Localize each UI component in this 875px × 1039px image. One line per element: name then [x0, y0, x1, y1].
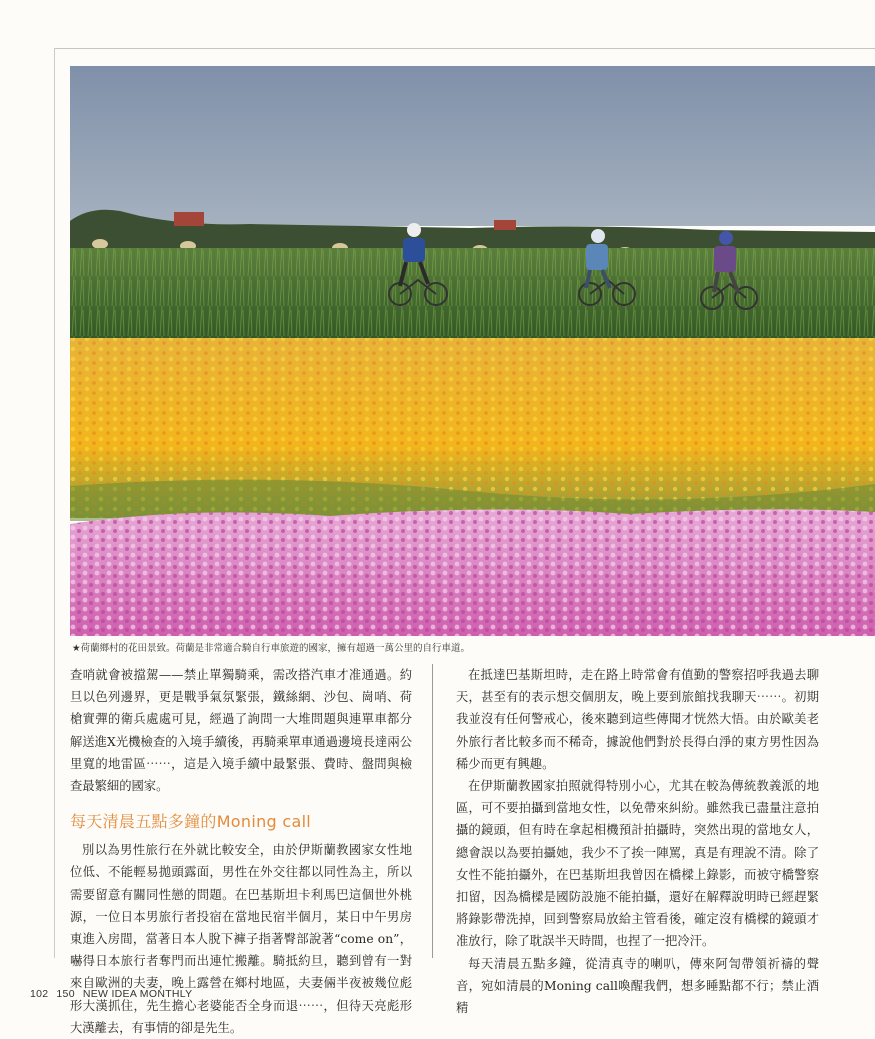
issue-number: 150 [56, 988, 75, 1000]
left-column [70, 664, 412, 1039]
section-subheading: 每天清晨五點多鐘的Moning call [70, 812, 312, 832]
farmhouse [494, 220, 516, 230]
sky [70, 66, 875, 226]
body-paragraph: 查哨就會被擋駕——禁止單獨騎乘，需改搭汽車才准通過。約旦以色列邊界，更是戰爭氣氛緊張，鐵絲網、沙包、崗哨、荷槍實彈的衛兵處處可見，經過了詢問一大堆問題與連單車都分解送進X光機檢查的入境手續後，再騎乘單車通過邊境長達兩公里寬的地雷區⋯⋯，這是入境手續中最緊張、費時、盤問與檢查最繁細的國家。 [70, 668, 412, 794]
magazine-name: NEW IDEA MONTHLY [82, 988, 193, 1000]
photo-caption: ★荷蘭鄉村的花田景致。荷蘭是非常適合騎自行車旅遊的國家，擁有超過一萬公里的自行車道。 [72, 643, 471, 654]
left-border-line [54, 48, 55, 958]
body-paragraph: 在抵達巴基斯坦時，走在路上時常會有值勤的警察招呼我過去聊天，甚至有的表示想交個朋友，晚上要到旅館找我聊天⋯⋯。初期我並沒有任何警戒心，後來聽到這些傳聞才恍然大悟。由於歐美老外旅行者比較多而不稀奇，據說他們對於長得白淨的東方男性因為稀少而更有興趣。 [456, 668, 819, 771]
farmhouse [174, 212, 204, 226]
right-column [456, 664, 819, 1019]
page-folio [30, 988, 200, 1000]
body-paragraph: 在伊斯蘭教國家拍照就得特別小心，尤其在較為傳統教義派的地區，可不要拍攝到當地女性，以免帶來糾紛。雖然我已盡量注意拍攝的鏡頭，但有時在拿起相機預計拍攝時，突然出現的當地女人，總會誤以為要拍攝她，我少不了挨一陣罵，真是有理說不清。除了女性不能拍攝外，在巴基斯坦我曾因在橋樑上錄影，而被守橋警察扣留，因為橋樑是國防設施不能拍攝，還好在解釋說明時已經趕緊將錄影帶洗掉，回到警察局放給主管看後，確定沒有橋樑的鏡頭才准放行，除了耽誤半天時間，也捏了一把冷汗。 [456, 779, 819, 949]
flower-field-photo [70, 66, 875, 636]
top-border-line [54, 48, 875, 49]
body-paragraph: 別以為男性旅行在外就比較安全，由於伊斯蘭教國家女性地位低、不能輕易拋頭露面，男性在外交往都以同性為主，所以需要留意有關同性戀的問題。在巴基斯坦卡利馬巴這個世外桃源，一位日本男旅行者投宿在當地民宿半個月，某日中午男房東進入房間，當著日本人脫下褲子指著臀部說著“come on”，嚇得日本旅行者奪門而出連忙搬離。騎抵約旦，聽到曾有一對來自歐洲的夫妻，晚上露營在鄉村地區，夫妻倆半夜被幾位彪形大漢抓住，先生擔心老婆能否全身而退⋯⋯，但待天亮彪形大漢離去，有事情的卻是先生。 [70, 843, 412, 1035]
page-number: 102 [30, 988, 49, 1000]
column-divider [432, 664, 433, 958]
body-paragraph: 每天清晨五點多鐘，從清真寺的喇叭，傳來阿訇帶領祈禱的聲音，宛如清晨的Moning call喚醒我們，想多睡點都不行；禁止酒精 [456, 956, 819, 1016]
